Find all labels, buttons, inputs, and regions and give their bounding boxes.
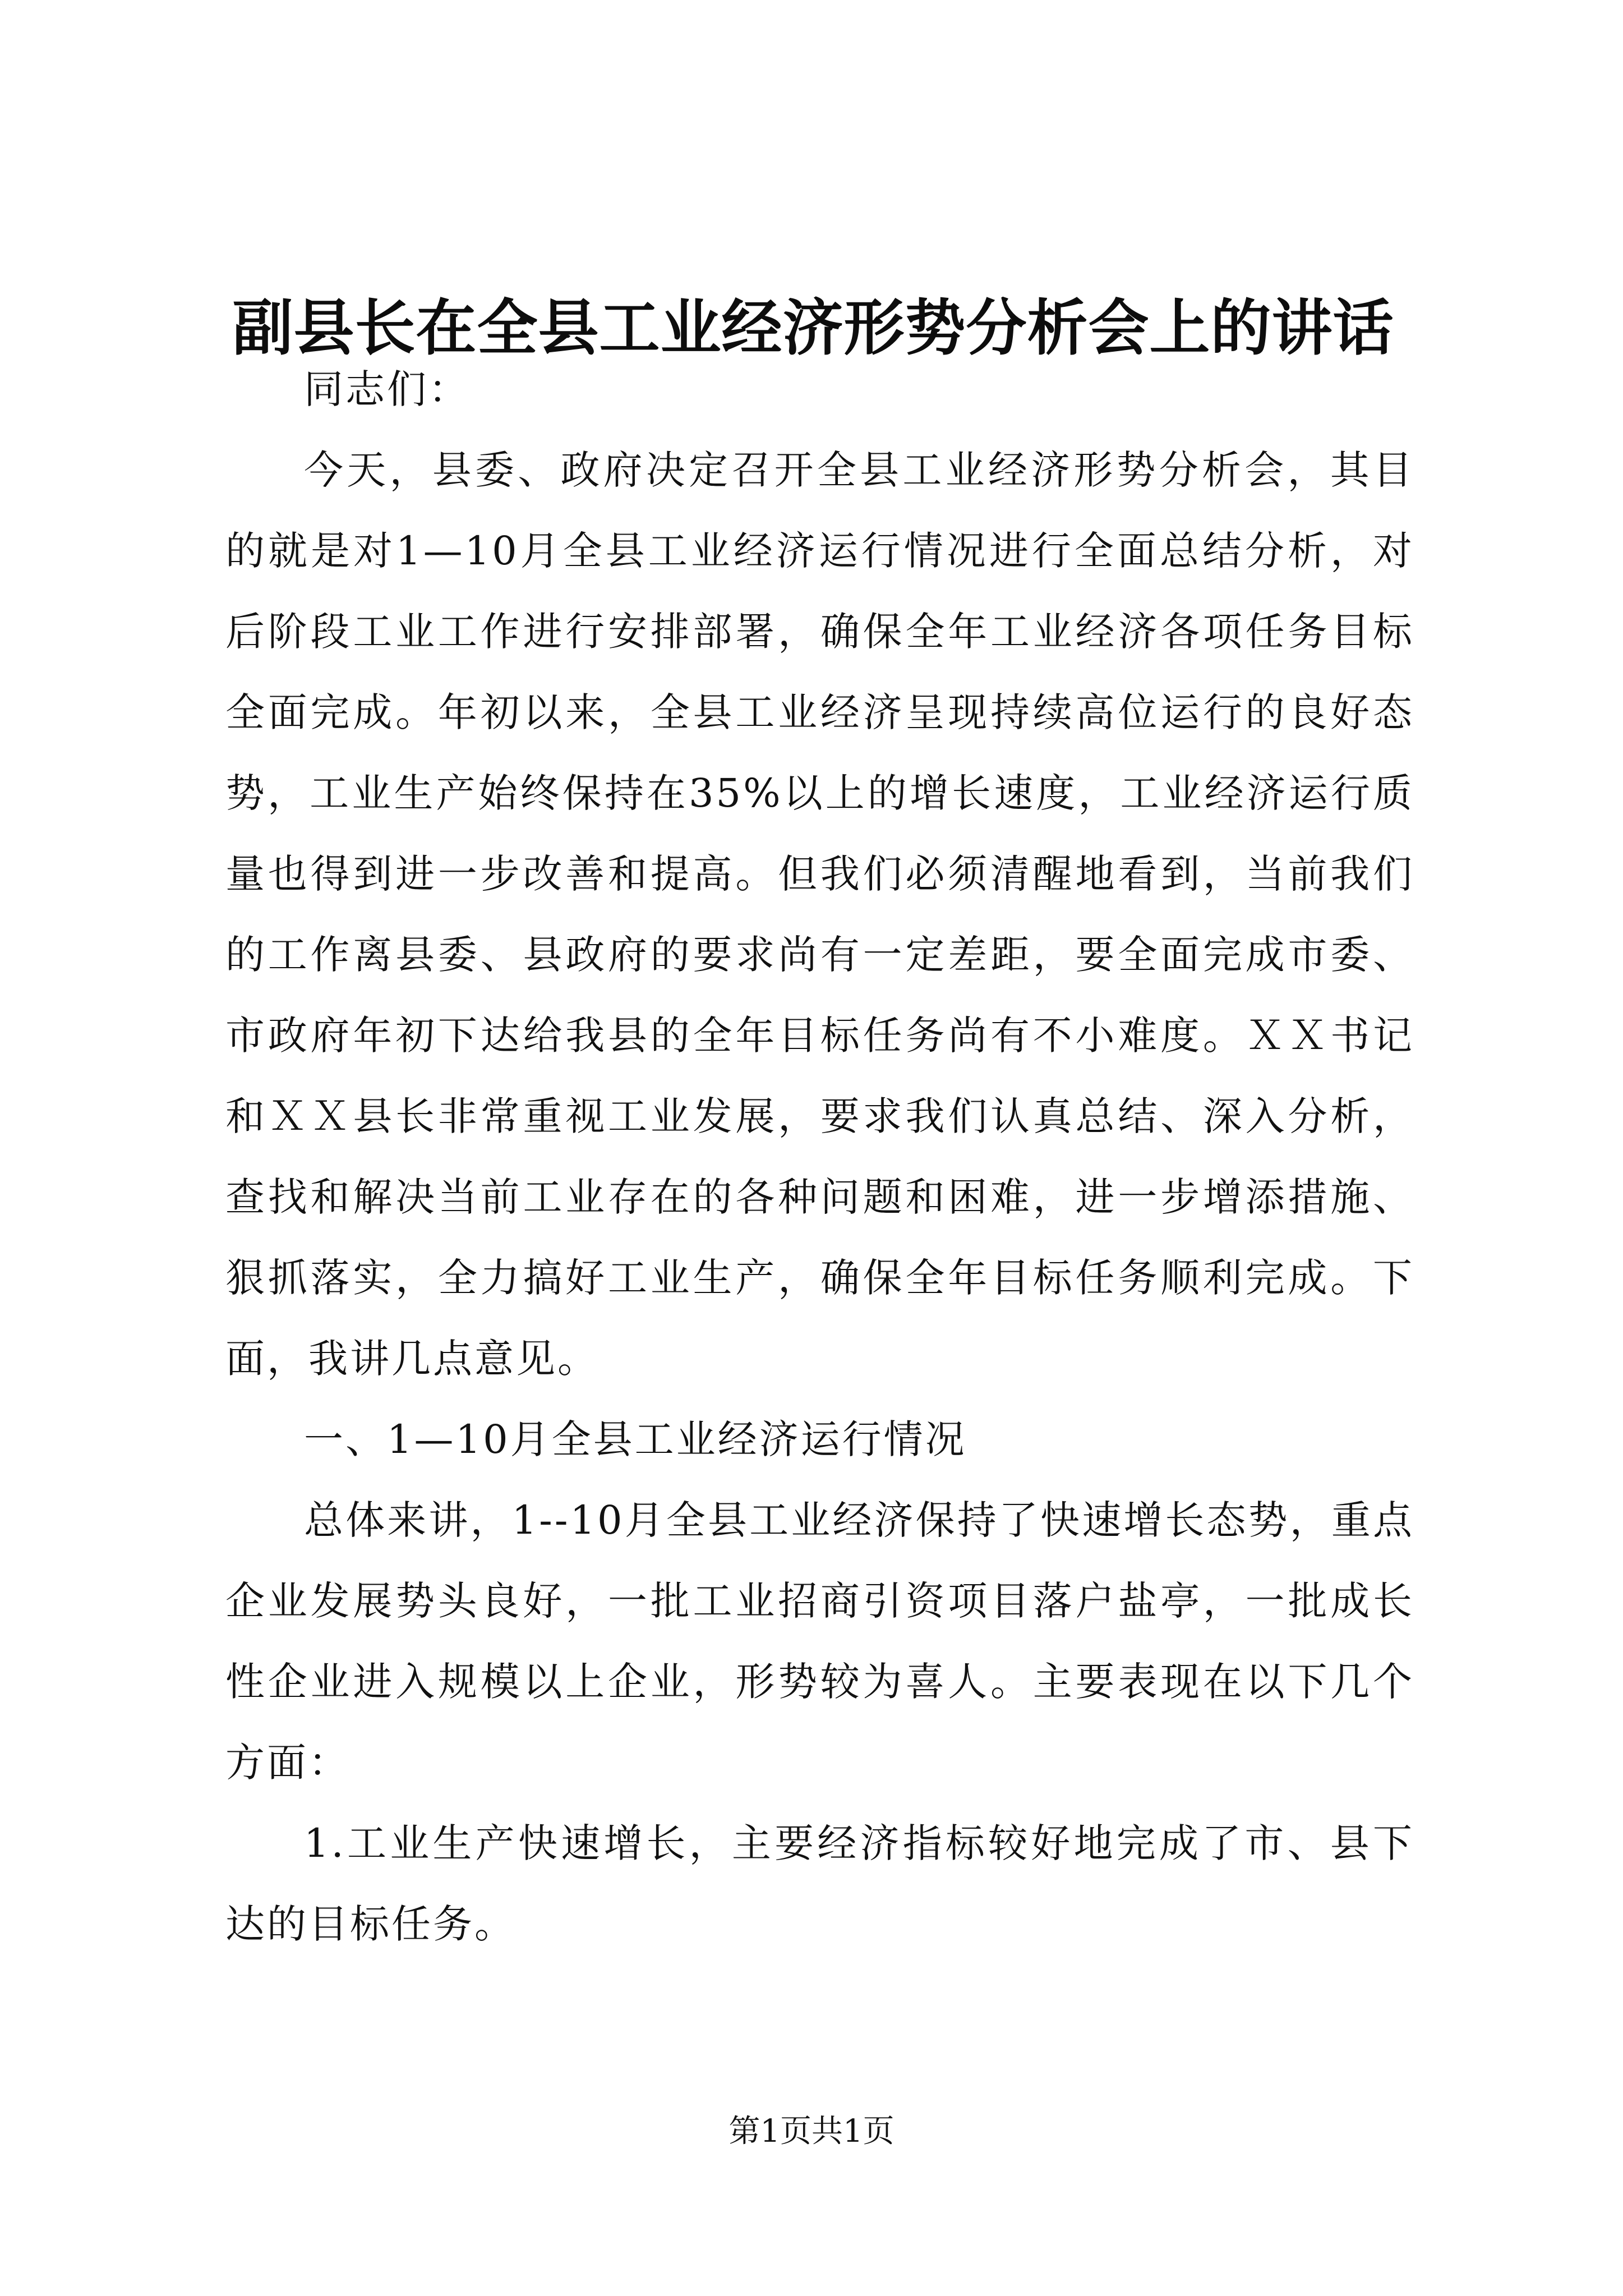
paragraph-overview: 总体来讲，1--10月全县工业经济保持了快速增长态势，重点企业发展势头良好，一批工业招商引资项目落户盐亭，一批成长性企业进入规模以上企业，形势较为喜人。主要表现在以下几个方面：	[225, 1497, 1414, 1786]
page-number: 第1页	[728, 2113, 811, 2150]
document-title: 副县长在全县工业经济形势分析会上的讲话	[232, 293, 1394, 364]
paragraph-intro: 今天，县委、政府决定召开全县工业经济形势分析会，其目的就是对1—10月全县工业经济运行情况进行全面总结分析，对后阶段工业工作进行安排部署，确保全年工业经济各项任务目标全面完成。年初以来，全县工业经济呈现持续高位运行的良好态势，工业生产始终保持在35%以上的增长速度，工业经济运行质量也得到进一步改善和提高。但我们必须清醒地看到，当前我们的工作离县委、县政府的要求尚有一定差距，要全面完成市委、市政府年初下达给我县的全年目标任务尚有不小难度。ＸＸ书记和ＸＸ县长非常重视工业发展，要求我们认真总结、深入分析，查找和解决当前工业存在的各种问题和困难，进一步增添措施、狠抓落实，全力搞好工业生产，确保全年目标任务顺利完成。下面，我讲几点意见。	[225, 447, 1414, 1382]
paragraph-point-1: 1.工业生产快速增长，主要经济指标较好地完成了市、县下达的目标任务。	[225, 1820, 1414, 1947]
document-body	[225, 349, 1414, 1964]
page-footer	[0, 2109, 1623, 2154]
section-heading: 一、1—10月全县工业经济运行情况	[304, 1416, 967, 1462]
paragraph-salutation: 同志们：	[304, 366, 470, 412]
page-total: 共1页	[811, 2113, 895, 2150]
